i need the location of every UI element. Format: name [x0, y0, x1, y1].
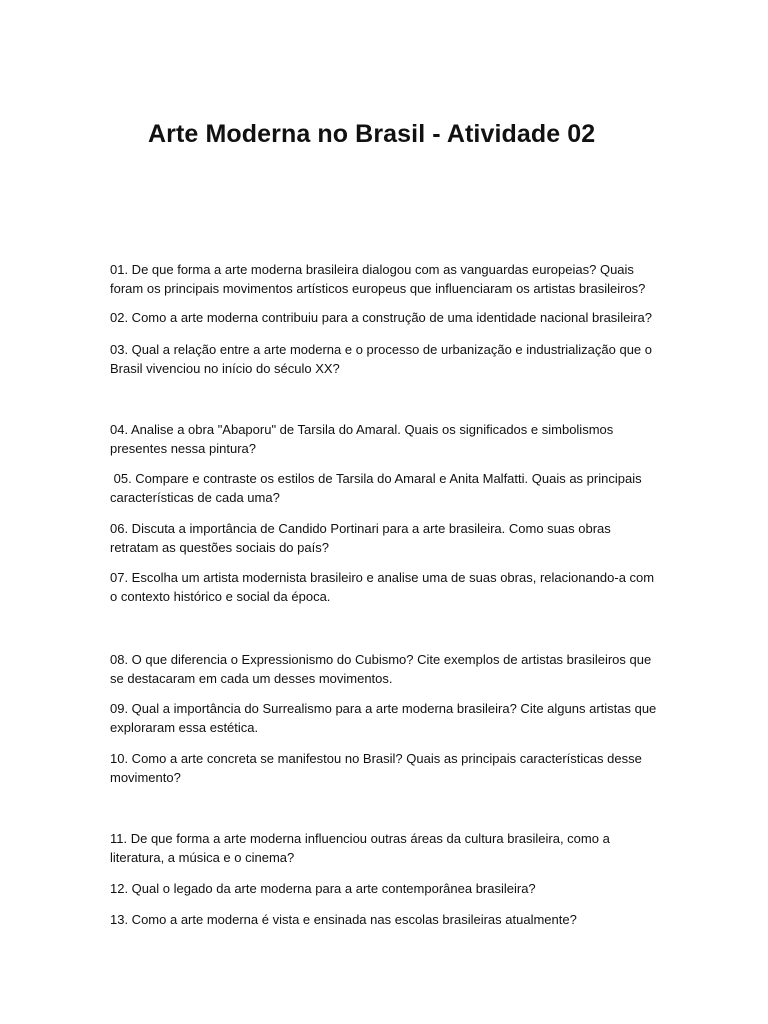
question-line: características de cada uma? — [110, 490, 280, 505]
question-line: 05. Compare e contraste os estilos de Tarsila do Amaral e Anita Malfatti. Quais as principais — [110, 471, 642, 486]
question-line: 13. Como a arte moderna é vista e ensinada nas escolas brasileiras atualmente? — [110, 912, 577, 927]
question-line: Brasil vivenciou no início do século XX? — [110, 361, 340, 376]
question-line: 06. Discuta a importância de Candido Portinari para a arte brasileira. Como suas obras — [110, 521, 611, 536]
question-line: 12. Qual o legado da arte moderna para a arte contemporânea brasileira? — [110, 881, 536, 896]
question-04 — [110, 420, 670, 458]
question-line: 04. Analise a obra "Abaporu" de Tarsila do Amaral. Quais os significados e simbolismos — [110, 422, 614, 437]
question-09 — [110, 699, 670, 737]
question-line: 03. Qual a relação entre a arte moderna e o processo de urbanização e industrialização que o — [110, 342, 653, 357]
question-08 — [110, 650, 670, 688]
question-10 — [110, 749, 670, 787]
question-line: movimento? — [110, 770, 181, 785]
question-line: se destacaram em cada um desses movimentos. — [110, 671, 393, 686]
question-12 — [110, 879, 670, 898]
question-line: presentes nessa pintura? — [110, 441, 256, 456]
question-line: foram os principais movimentos artísticos europeus que influenciaram os artistas brasileiros? — [110, 281, 646, 296]
question-line: 02. Como a arte moderna contribuiu para a construção de uma identidade nacional brasileira? — [110, 310, 652, 325]
question-line: exploraram essa estética. — [110, 720, 259, 735]
question-line: 07. Escolha um artista modernista brasileiro e analise uma de suas obras, relacionando-a com — [110, 570, 655, 585]
document-title: Arte Moderna no Brasil - Atividade 02 — [148, 120, 596, 148]
question-line: o contexto histórico e social da época. — [110, 589, 331, 604]
question-11 — [110, 829, 670, 867]
question-06 — [110, 519, 670, 557]
question-02 — [110, 308, 670, 327]
question-line: 01. De que forma a arte moderna brasileira dialogou com as vanguardas europeias? Quais — [110, 262, 634, 277]
question-line: 09. Qual a importância do Surrealismo para a arte moderna brasileira? Cite alguns artistas que — [110, 701, 657, 716]
question-03 — [110, 340, 670, 378]
question-05 — [110, 469, 670, 507]
question-07 — [110, 568, 670, 606]
question-line: 10. Como a arte concreta se manifestou no Brasil? Quais as principais características desse — [110, 751, 642, 766]
question-line: retratam as questões sociais do país? — [110, 540, 329, 555]
question-line: 08. O que diferencia o Expressionismo do Cubismo? Cite exemplos de artistas brasileiros que — [110, 652, 652, 667]
question-01 — [110, 260, 670, 298]
question-line: 11. De que forma a arte moderna influenciou outras áreas da cultura brasileira, como a — [110, 831, 610, 846]
question-13 — [110, 910, 670, 929]
question-line: literatura, a música e o cinema? — [110, 850, 295, 865]
